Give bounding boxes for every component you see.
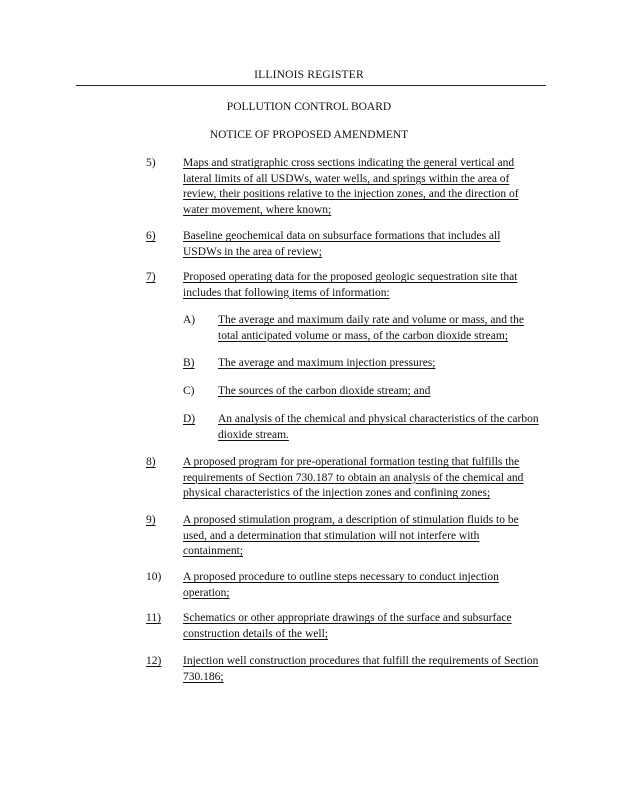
- item-number: 5): [146, 157, 156, 169]
- item-number: 8): [146, 456, 156, 468]
- item-number: 9): [146, 514, 156, 526]
- item-text: A proposed procedure to outline steps necessary to conduct injection operation;: [183, 571, 499, 599]
- item-text: Proposed operating data for the proposed geologic sequestration site that includes that following items of information:: [183, 271, 518, 299]
- item-text: Schematics or other appropriate drawings of the surface and subsurface construction details of the well;: [183, 612, 512, 640]
- item-number: 10): [146, 571, 162, 583]
- subitem-letter: A): [183, 314, 196, 326]
- subitem-text: The sources of the carbon dioxide stream; and: [218, 385, 431, 397]
- item-text: A proposed program for pre-operational formation testing that fulfills the requirements of Section 730.187 to obtain an analysis of the chemical and physical characteristics of the injection zones and confining zones;: [183, 456, 524, 499]
- item-number: 12): [146, 655, 162, 667]
- subitem-text: An analysis of the chemical and physical characteristics of the carbon dioxide stream.: [218, 413, 539, 441]
- item-number: 11): [146, 612, 161, 624]
- subitem-letter: D): [183, 413, 196, 425]
- item-number: 7): [146, 271, 156, 283]
- item-text: Baseline geochemical data on subsurface formations that includes all USDWs in the area of review;: [183, 230, 501, 258]
- subitem-text: The average and maximum daily rate and volume or mass, and the total anticipated volume or mass, of the carbon dioxide stream;: [218, 314, 524, 342]
- subitem-text: The average and maximum injection pressures;: [218, 357, 436, 369]
- subitem-letter: B): [183, 357, 195, 369]
- subitem-letter: C): [183, 385, 195, 397]
- header-rule: [76, 85, 546, 86]
- item-text: A proposed stimulation program, a description of stimulation fluids to be used, and a determination that stimulation will not interfere with containment;: [183, 514, 519, 557]
- board-name: POLLUTION CONTROL BOARD: [226, 101, 392, 113]
- register-title: ILLINOIS REGISTER: [254, 69, 364, 81]
- item-text: Maps and stratigraphic cross sections indicating the general vertical and lateral limits of all USDWs, water wells, and springs within the area of review, their positions relative to the injection zones, and the direction of water movement, where known;: [183, 157, 519, 216]
- notice-heading: NOTICE OF PROPOSED AMENDMENT: [209, 129, 409, 141]
- item-text: Injection well construction procedures that fulfill the requirements of Section 730.186;: [183, 655, 539, 683]
- item-number: 6): [146, 230, 156, 242]
